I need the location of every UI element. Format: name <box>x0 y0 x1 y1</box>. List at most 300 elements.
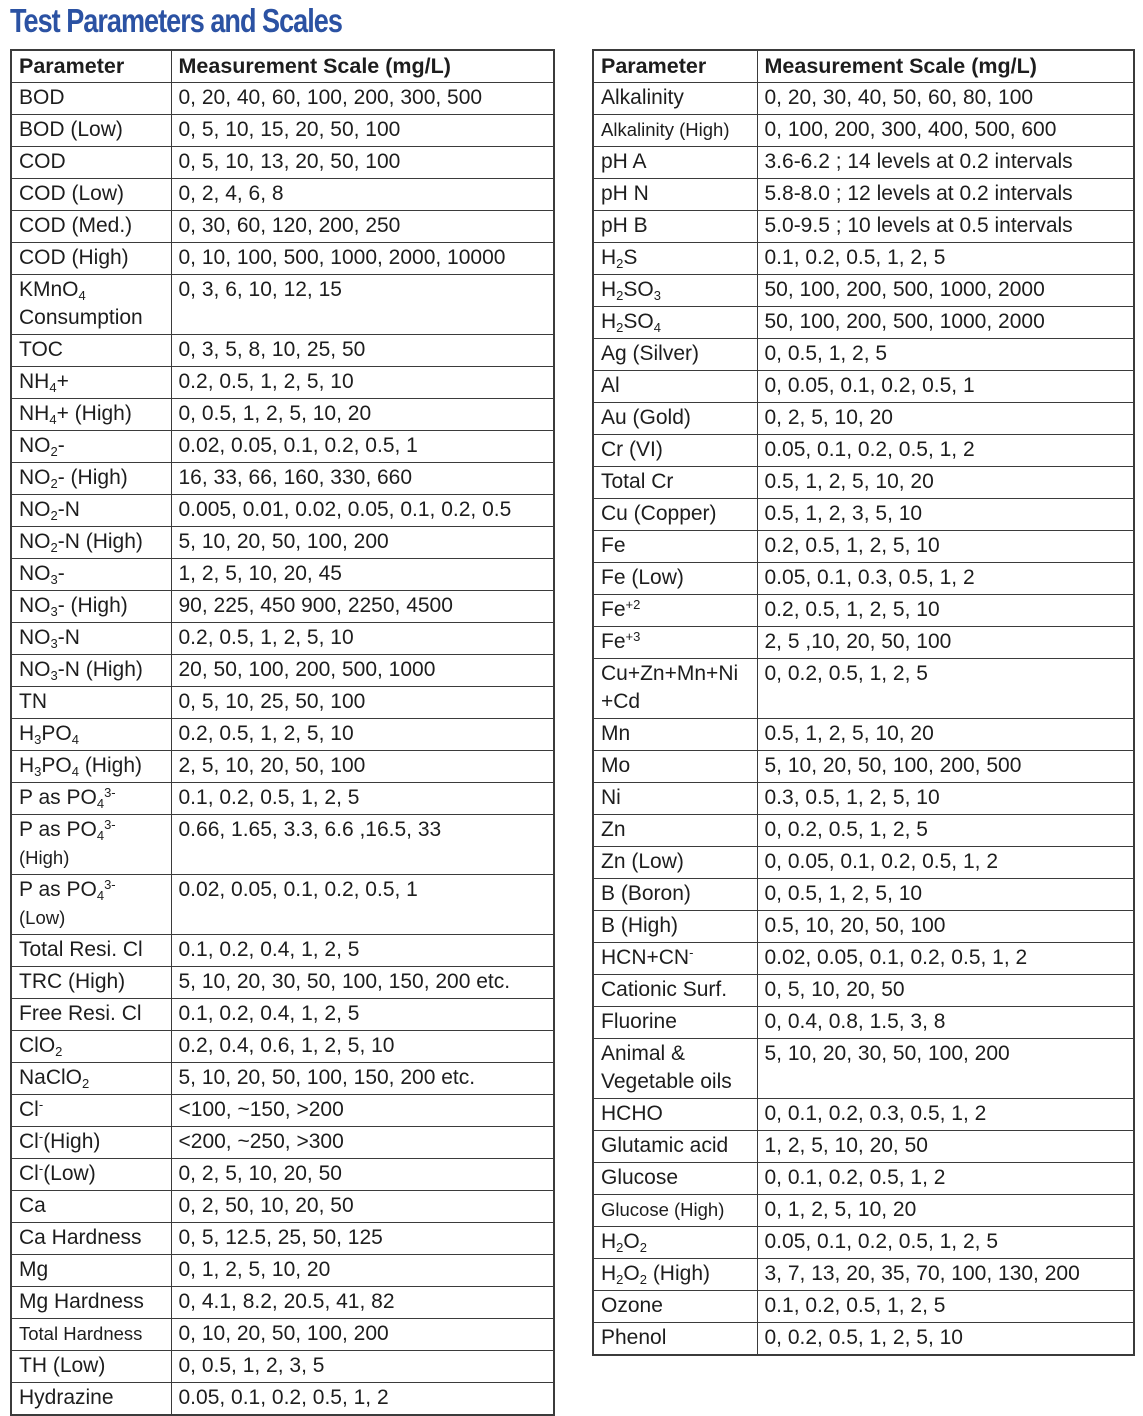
parameter-cell <box>11 1287 171 1319</box>
scale-cell: 5.0-9.5 ; 10 levels at 0.5 intervals <box>757 211 1134 243</box>
parameter-cell <box>593 627 757 659</box>
parameter-cell <box>593 751 757 783</box>
parameter-text-segment: 4 <box>96 888 105 903</box>
table-row <box>593 751 1134 783</box>
parameter-text-segment: Mo <box>601 754 631 777</box>
scale-cell: 0, 0.05, 0.1, 0.2, 0.5, 1, 2 <box>757 847 1134 879</box>
parameter-cell <box>11 1351 171 1383</box>
table-row <box>11 719 554 751</box>
parameter-cell <box>593 115 757 147</box>
scale-cell: 3, 7, 13, 20, 35, 70, 100, 130, 200 <box>757 1259 1134 1291</box>
scale-cell: 50, 100, 200, 500, 1000, 2000 <box>757 275 1134 307</box>
table-row <box>593 563 1134 595</box>
parameter-text-segment: - (High) <box>57 594 128 617</box>
table-row <box>593 1291 1134 1323</box>
table-row <box>593 307 1134 339</box>
parameter-text-segment: P as PO <box>19 818 97 841</box>
parameter-text-segment: 3- <box>104 785 116 800</box>
parameter-text-segment: NO <box>19 434 51 457</box>
table-row <box>593 1131 1134 1163</box>
table-row <box>11 463 554 495</box>
scale-cell: 5, 10, 20, 50, 100, 200, 500 <box>757 751 1134 783</box>
scale-cell: 0.5, 1, 2, 5, 10, 20 <box>757 467 1134 499</box>
parameter-cell <box>11 1031 171 1063</box>
parameter-text-segment: -N <box>57 498 80 521</box>
scale-cell: 2, 5 ,10, 20, 50, 100 <box>757 627 1134 659</box>
parameter-text-segment: Alkalinity <box>601 86 684 109</box>
parameter-text-segment: (High) <box>43 1130 101 1153</box>
table-row <box>593 943 1134 975</box>
scale-cell: 0.1, 0.2, 0.4, 1, 2, 5 <box>171 935 554 967</box>
scale-cell: 0, 5, 10, 20, 50 <box>757 975 1134 1007</box>
parameter-text-segment: TRC (High) <box>19 970 126 993</box>
scale-cell: 0, 0.1, 0.2, 0.3, 0.5, 1, 2 <box>757 1099 1134 1131</box>
parameter-text-segment: H <box>19 722 35 745</box>
scale-cell: 0.1, 0.2, 0.5, 1, 2, 5 <box>757 243 1134 275</box>
parameter-cell <box>11 1383 171 1416</box>
scale-cell: <200, ~250, >300 <box>171 1127 554 1159</box>
parameter-cell <box>593 1163 757 1195</box>
parameter-text-segment: Cu+Zn+Mn+Ni <box>601 662 739 685</box>
parameter-cell <box>593 879 757 911</box>
table-row <box>11 147 554 179</box>
scale-cell: 5, 10, 20, 30, 50, 100, 200 <box>757 1039 1134 1099</box>
left-column-header-parameter: Parameter <box>11 50 171 83</box>
parameter-text-segment: - <box>38 1161 44 1176</box>
parameter-cell <box>11 147 171 179</box>
parameter-text-segment: - <box>689 945 694 960</box>
table-row <box>11 1383 554 1416</box>
scale-cell: 0, 2, 50, 10, 20, 50 <box>171 1191 554 1223</box>
parameter-text-segment: BOD (Low) <box>19 118 123 141</box>
parameter-text-segment: 2 <box>616 1272 624 1287</box>
parameter-cell <box>11 1159 171 1191</box>
scale-cell: 50, 100, 200, 500, 1000, 2000 <box>757 307 1134 339</box>
table-row <box>11 527 554 559</box>
right-column-header-scale: Measurement Scale (mg/L) <box>757 50 1134 83</box>
parameter-cell <box>11 875 171 935</box>
table-row <box>11 1191 554 1223</box>
parameter-text-segment: Cr (VI) <box>601 438 663 461</box>
parameter-cell <box>593 719 757 751</box>
table-row <box>593 659 1134 719</box>
scale-cell: 0, 2, 5, 10, 20 <box>757 403 1134 435</box>
table-row <box>11 935 554 967</box>
parameter-text-segment: HCN+CN <box>601 946 690 969</box>
parameter-text-segment: 4 <box>71 764 79 779</box>
parameter-text-segment: Total Hardness <box>19 1323 143 1344</box>
parameter-text-segment: Fe <box>601 598 626 621</box>
scale-cell: 90, 225, 450 900, 2250, 4500 <box>171 591 554 623</box>
scale-cell: 0.005, 0.01, 0.02, 0.05, 0.1, 0.2, 0.5 <box>171 495 554 527</box>
table-row <box>593 595 1134 627</box>
scale-cell: 0.05, 0.1, 0.2, 0.5, 1, 2 <box>757 435 1134 467</box>
parameter-cell <box>11 1127 171 1159</box>
scale-cell: 0.02, 0.05, 0.1, 0.2, 0.5, 1 <box>171 875 554 935</box>
parameter-text-segment: B (High) <box>601 914 679 937</box>
parameter-cell <box>593 403 757 435</box>
parameter-cell <box>11 1319 171 1351</box>
table-row <box>11 1095 554 1127</box>
parameter-text-segment: Fe <box>601 630 626 653</box>
parameter-cell <box>593 563 757 595</box>
table-row <box>593 339 1134 371</box>
table-row <box>11 815 554 875</box>
parameter-text-segment: 2 <box>50 444 58 459</box>
parameter-cell <box>11 655 171 687</box>
parameter-text-segment: COD (Low) <box>19 182 125 205</box>
parameter-text-segment: - (High) <box>57 466 128 489</box>
parameter-text-segment: - <box>57 434 65 457</box>
parameter-text-segment: Ag (Silver) <box>601 342 700 365</box>
parameter-cell <box>593 975 757 1007</box>
parameter-text-segment: H <box>601 278 617 301</box>
parameter-cell <box>593 943 757 975</box>
parameter-text-segment: -N (High) <box>57 658 143 681</box>
table-row <box>11 591 554 623</box>
table-row <box>593 371 1134 403</box>
parameter-cell <box>11 815 171 875</box>
scale-cell: 0, 10, 20, 50, 100, 200 <box>171 1319 554 1351</box>
left-table-body <box>11 83 554 1416</box>
parameter-text-segment: 2 <box>616 320 624 335</box>
parameter-text-segment: 3 <box>34 764 42 779</box>
table-row <box>11 179 554 211</box>
parameter-cell <box>11 83 171 115</box>
scale-cell: 5, 10, 20, 50, 100, 200 <box>171 527 554 559</box>
scale-cell: 0.66, 1.65, 3.3, 6.6 ,16.5, 33 <box>171 815 554 875</box>
parameter-text-segment: Ca Hardness <box>19 1226 142 1249</box>
parameter-cell <box>11 591 171 623</box>
scale-cell: 0.05, 0.1, 0.2, 0.5, 1, 2, 5 <box>757 1227 1134 1259</box>
parameter-text-segment: 4 <box>71 732 79 747</box>
scale-cell: 0.1, 0.2, 0.5, 1, 2, 5 <box>757 1291 1134 1323</box>
parameter-text-segment: Glucose (High) <box>601 1199 725 1220</box>
parameter-text-segment: SO <box>623 310 654 333</box>
parameter-text-segment: HCHO <box>601 1102 663 1125</box>
scale-cell: 0, 2, 5, 10, 20, 50 <box>171 1159 554 1191</box>
parameter-cell <box>593 911 757 943</box>
parameter-text-segment: B (Boron) <box>601 882 691 905</box>
scale-cell: 0, 0.2, 0.5, 1, 2, 5 <box>757 815 1134 847</box>
parameter-text-segment: NO <box>19 498 51 521</box>
table-row <box>593 275 1134 307</box>
parameter-text-segment: 3- <box>104 817 116 832</box>
parameter-cell <box>593 371 757 403</box>
table-row <box>11 1351 554 1383</box>
parameter-text-segment: 2 <box>616 288 624 303</box>
parameter-cell <box>11 967 171 999</box>
scale-cell: 0.2, 0.4, 0.6, 1, 2, 5, 10 <box>171 1031 554 1063</box>
parameter-text-segment: Cl <box>19 1162 39 1185</box>
parameter-text-segment: NO <box>19 562 51 585</box>
parameter-cell <box>593 435 757 467</box>
table-row <box>11 1063 554 1095</box>
parameter-text-segment: TN <box>19 690 47 713</box>
parameter-text-segment: Ca <box>19 1194 46 1217</box>
table-row <box>593 147 1134 179</box>
table-row <box>593 83 1134 115</box>
parameter-text-segment: 2 <box>616 256 624 271</box>
table-row <box>11 211 554 243</box>
parameter-cell <box>11 115 171 147</box>
parameter-text-segment: 4 <box>96 828 105 843</box>
parameter-text-segment: Total Resi. Cl <box>19 938 143 961</box>
parameter-text-segment: (High) <box>19 847 70 868</box>
table-row <box>593 1259 1134 1291</box>
parameter-text-segment: Cationic Surf. <box>601 978 728 1001</box>
parameter-text-segment: 4 <box>49 412 57 427</box>
parameter-text-segment: +3 <box>625 629 641 644</box>
table-row <box>593 1163 1134 1195</box>
parameter-text-segment: H <box>601 1230 617 1253</box>
scale-cell: 0, 1, 2, 5, 10, 20 <box>757 1195 1134 1227</box>
parameter-cell <box>593 179 757 211</box>
parameter-text-segment: + (High) <box>56 402 132 425</box>
tables-container <box>10 49 1135 1416</box>
parameter-cell <box>11 399 171 431</box>
scale-cell: 0, 0.5, 1, 2, 5 <box>757 339 1134 371</box>
table-row <box>11 243 554 275</box>
parameter-text-segment: NO <box>19 594 51 617</box>
parameter-cell <box>593 1195 757 1227</box>
table-row <box>593 879 1134 911</box>
table-row <box>11 495 554 527</box>
parameter-text-segment: NO <box>19 658 51 681</box>
scale-cell: 5.8-8.0 ; 12 levels at 0.2 intervals <box>757 179 1134 211</box>
parameter-text-segment: 3 <box>50 572 58 587</box>
parameter-cell <box>11 431 171 463</box>
parameter-text-segment: Total Cr <box>601 470 674 493</box>
parameter-cell <box>593 531 757 563</box>
parameter-cell <box>11 463 171 495</box>
table-row <box>11 1223 554 1255</box>
table-row <box>11 1255 554 1287</box>
table-row <box>593 1227 1134 1259</box>
parameter-cell <box>593 1131 757 1163</box>
scale-cell: 0, 1, 2, 5, 10, 20 <box>171 1255 554 1287</box>
table-row <box>593 1007 1134 1039</box>
parameter-text-segment: pH A <box>601 150 647 173</box>
parameter-cell <box>11 559 171 591</box>
scale-cell: <100, ~150, >200 <box>171 1095 554 1127</box>
table-row <box>11 559 554 591</box>
scale-cell: 0, 4.1, 8.2, 20.5, 41, 82 <box>171 1287 554 1319</box>
table-row <box>11 875 554 935</box>
parameter-cell <box>593 307 757 339</box>
table-row <box>11 751 554 783</box>
parameter-cell <box>11 211 171 243</box>
right-table-header-row <box>593 50 1134 83</box>
parameter-text-segment: pH N <box>601 182 649 205</box>
table-row <box>593 403 1134 435</box>
table-row <box>11 83 554 115</box>
parameter-text-segment: Zn <box>601 818 626 841</box>
parameter-cell <box>593 1039 757 1099</box>
table-row <box>11 1031 554 1063</box>
parameter-text-segment: Fluorine <box>601 1010 677 1033</box>
table-row <box>593 719 1134 751</box>
table-row <box>11 655 554 687</box>
parameter-text-segment: 2 <box>50 540 58 555</box>
parameter-text-segment: NO <box>19 530 51 553</box>
parameter-text-segment: 2 <box>639 1240 647 1255</box>
parameter-text-segment: Hydrazine <box>19 1386 114 1409</box>
table-row <box>593 1099 1134 1131</box>
parameter-text-segment: NO <box>19 466 51 489</box>
parameter-text-segment: Cl <box>19 1130 39 1153</box>
parameter-text-segment: TOC <box>19 338 63 361</box>
table-row <box>593 467 1134 499</box>
right-parameters-table <box>592 49 1135 1356</box>
parameter-text-segment: Mn <box>601 722 631 745</box>
table-row <box>593 847 1134 879</box>
scale-cell: 0.05, 0.1, 0.2, 0.5, 1, 2 <box>171 1383 554 1416</box>
parameter-text-segment: - <box>38 1129 44 1144</box>
parameter-text-segment: P as PO <box>19 786 97 809</box>
scale-cell: 0.5, 10, 20, 50, 100 <box>757 911 1134 943</box>
parameter-cell <box>593 275 757 307</box>
scale-cell: 0.2, 0.5, 1, 2, 5, 10 <box>757 595 1134 627</box>
scale-cell: 0.5, 1, 2, 3, 5, 10 <box>757 499 1134 531</box>
parameter-text-segment: SO <box>623 278 654 301</box>
table-row <box>11 783 554 815</box>
table-row <box>11 999 554 1031</box>
table-row <box>593 1323 1134 1356</box>
table-row <box>593 815 1134 847</box>
table-row <box>11 1127 554 1159</box>
parameter-text-segment: Animal & Vegetable oils <box>601 1042 732 1093</box>
parameter-text-segment: + <box>56 370 69 393</box>
parameter-cell <box>11 1223 171 1255</box>
table-row <box>11 1319 554 1351</box>
scale-cell: 0, 5, 10, 25, 50, 100 <box>171 687 554 719</box>
scale-cell: 0, 10, 100, 500, 1000, 2000, 10000 <box>171 243 554 275</box>
scale-cell: 0, 20, 30, 40, 50, 60, 80, 100 <box>757 83 1134 115</box>
parameter-cell <box>593 815 757 847</box>
parameter-text-segment: COD (Med.) <box>19 214 133 237</box>
scale-cell: 16, 33, 66, 160, 330, 660 <box>171 463 554 495</box>
parameter-cell <box>11 751 171 783</box>
parameter-text-segment: TH (Low) <box>19 1354 106 1377</box>
parameter-text-segment: Free Resi. Cl <box>19 1002 142 1025</box>
parameter-cell <box>593 467 757 499</box>
scale-cell: 0.2, 0.5, 1, 2, 5, 10 <box>171 623 554 655</box>
scale-cell: 0, 2, 4, 6, 8 <box>171 179 554 211</box>
scale-cell: 0.2, 0.5, 1, 2, 5, 10 <box>171 719 554 751</box>
table-row <box>11 115 554 147</box>
parameter-text-segment: 2 <box>639 1272 647 1287</box>
parameter-text-segment: - <box>38 1097 44 1112</box>
table-row <box>11 687 554 719</box>
parameter-cell <box>593 1099 757 1131</box>
scale-cell: 0, 0.2, 0.5, 1, 2, 5, 10 <box>757 1323 1134 1356</box>
parameter-cell <box>593 659 757 719</box>
parameter-text-segment: NH <box>19 370 50 393</box>
parameter-cell <box>593 595 757 627</box>
table-row <box>11 367 554 399</box>
parameter-cell <box>593 1291 757 1323</box>
parameter-cell <box>593 1227 757 1259</box>
scale-cell: 0.2, 0.5, 1, 2, 5, 10 <box>757 531 1134 563</box>
parameter-text-segment: Phenol <box>601 1326 667 1349</box>
table-row <box>11 1159 554 1191</box>
table-row <box>11 623 554 655</box>
parameter-text-segment: NaClO <box>19 1066 83 1089</box>
parameter-cell <box>593 147 757 179</box>
scale-cell: 0, 3, 6, 10, 12, 15 <box>171 275 554 335</box>
left-column-header-scale: Measurement Scale (mg/L) <box>171 50 554 83</box>
parameter-text-segment: 3- <box>104 877 116 892</box>
parameter-cell <box>11 1191 171 1223</box>
parameter-text-segment: BOD <box>19 86 65 109</box>
parameter-text-segment: -N (High) <box>57 530 143 553</box>
parameter-text-segment: Mg <box>19 1258 49 1281</box>
left-table-header-row <box>11 50 554 83</box>
scale-cell: 0, 0.05, 0.1, 0.2, 0.5, 1 <box>757 371 1134 403</box>
parameter-text-segment: H <box>601 1262 617 1285</box>
table-row <box>11 431 554 463</box>
scale-cell: 0, 0.5, 1, 2, 3, 5 <box>171 1351 554 1383</box>
parameter-text-segment: COD (High) <box>19 246 129 269</box>
parameter-text-segment: (High) <box>78 754 142 777</box>
parameter-cell <box>11 999 171 1031</box>
parameter-cell <box>11 687 171 719</box>
table-row <box>593 531 1134 563</box>
scale-cell: 3.6-6.2 ; 14 levels at 0.2 intervals <box>757 147 1134 179</box>
scale-cell: 0, 0.1, 0.2, 0.5, 1, 2 <box>757 1163 1134 1195</box>
parameter-cell <box>11 367 171 399</box>
scale-cell: 1, 2, 5, 10, 20, 50 <box>757 1131 1134 1163</box>
page-title: Test Parameters and Scales <box>10 2 342 39</box>
parameter-text-segment: NH <box>19 402 50 425</box>
scale-cell: 0.02, 0.05, 0.1, 0.2, 0.5, 1, 2 <box>757 943 1134 975</box>
scale-cell: 0, 5, 12.5, 25, 50, 125 <box>171 1223 554 1255</box>
parameter-text-segment: 2 <box>82 1076 90 1091</box>
table-row <box>11 399 554 431</box>
scale-cell: 0.1, 0.2, 0.4, 1, 2, 5 <box>171 999 554 1031</box>
parameter-text-segment: (Low) <box>19 907 66 928</box>
parameter-cell <box>593 83 757 115</box>
table-row <box>593 211 1134 243</box>
parameter-cell <box>11 179 171 211</box>
parameter-text-segment: 4 <box>653 320 661 335</box>
parameter-text-segment: Cl <box>19 1098 39 1121</box>
scale-cell: 0, 30, 60, 120, 200, 250 <box>171 211 554 243</box>
scale-cell: 20, 50, 100, 200, 500, 1000 <box>171 655 554 687</box>
parameter-cell <box>11 1063 171 1095</box>
table-row <box>593 911 1134 943</box>
table-row <box>593 1039 1134 1099</box>
scale-cell: 0, 5, 10, 15, 20, 50, 100 <box>171 115 554 147</box>
parameter-text-segment: Ozone <box>601 1294 663 1317</box>
table-row <box>593 627 1134 659</box>
parameter-text-segment: +2 <box>625 597 641 612</box>
right-column-header-parameter: Parameter <box>593 50 757 83</box>
parameter-text-segment: ClO <box>19 1034 56 1057</box>
parameter-text-segment: NO <box>19 626 51 649</box>
parameter-text-segment: Al <box>601 374 620 397</box>
scale-cell: 5, 10, 20, 50, 100, 150, 200 etc. <box>171 1063 554 1095</box>
parameter-text-segment: Consumption <box>19 306 143 329</box>
scale-cell: 0, 0.4, 0.8, 1.5, 3, 8 <box>757 1007 1134 1039</box>
parameter-text-segment: Au (Gold) <box>601 406 691 429</box>
parameter-text-segment: pH B <box>601 214 648 237</box>
parameter-cell <box>593 847 757 879</box>
parameter-text-segment: 3 <box>34 732 42 747</box>
parameter-text-segment: 3 <box>50 636 58 651</box>
parameter-text-segment: S <box>623 246 638 269</box>
